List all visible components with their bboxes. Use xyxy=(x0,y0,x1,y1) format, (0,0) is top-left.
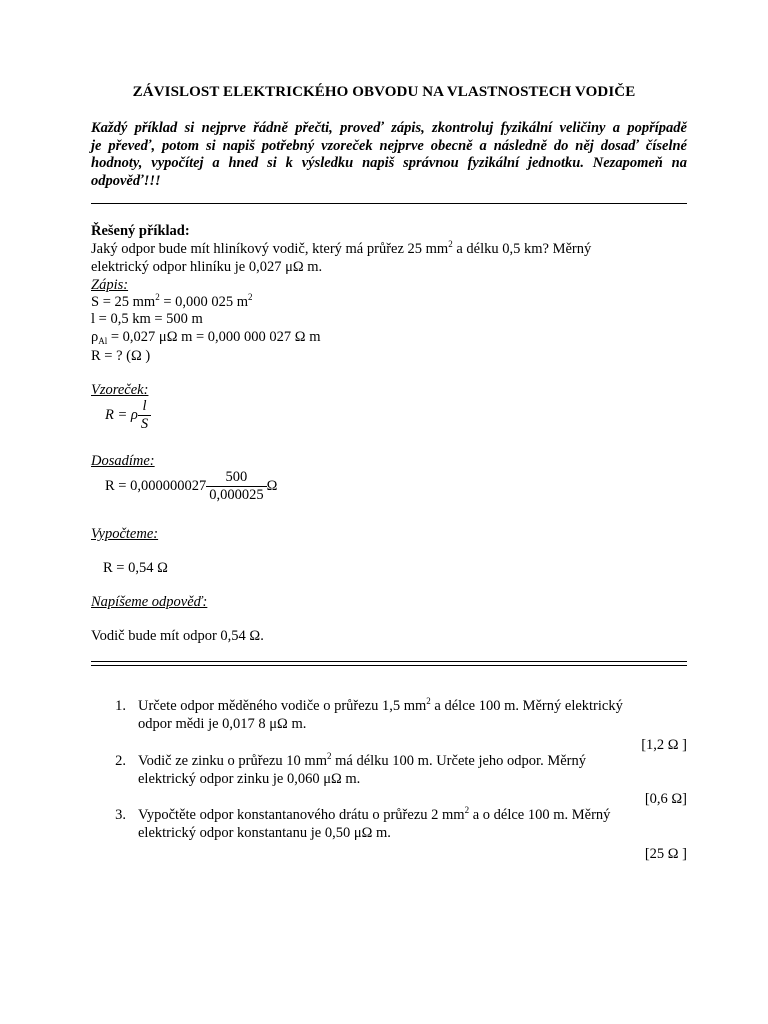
instructions-line: odpověď!!! xyxy=(91,172,161,189)
vypocteme-label: Vypočteme: xyxy=(91,526,159,542)
formula-substituted: R = 0,000000027 $\frac{500}{0,000025}$ Ω xyxy=(105,469,278,503)
exercise-answer: [0,6 Ω] xyxy=(644,791,687,807)
document-title: ZÁVISLOST ELEKTRICKÉHO OBVODU NA VLASTNOSTECH VODIČE xyxy=(132,84,636,100)
exercise-text: Vodič ze zinku o průřezu 10 $mm^2$ má délku 100 m. Určete jeho odpor. Měrný xyxy=(138,751,586,769)
divider xyxy=(91,665,687,666)
result: R = 0,54 Ω xyxy=(103,560,168,576)
answer-sentence: Vodič bude mít odpor 0,54 Ω. xyxy=(91,628,264,644)
zapis-length: l = 0,5 km = 500 m xyxy=(91,311,203,327)
zapis-resistance: R = ? (Ω ) xyxy=(91,348,151,364)
instructions-line: je převeď, potom si napiš potřebný vzoreček nejprve obecně a následně do něj dosaď číselné xyxy=(91,137,687,154)
instructions-line: hodnoty, vypočítej a hned si k výsledku napiš správnou fyzikální jednotku. Nezapomeň na xyxy=(91,155,687,171)
vzorecek-label: Vzoreček: xyxy=(91,382,149,398)
exercise-number: 1. xyxy=(115,698,126,714)
exercise-text: elektrický odpor zinku je 0,060 μΩ m. xyxy=(138,771,361,787)
zapis-area: S = 25 $mm^2 = 0,000$ 025 $m^2$ xyxy=(91,292,253,310)
exercise-text: elektrický odpor konstantanu je 0,50 μΩ m. xyxy=(138,825,391,841)
dosadime-label: Dosadíme: xyxy=(91,453,155,469)
formula-general: R = ρ $\frac{l}{S}$ xyxy=(105,398,151,433)
solved-example-heading: Řešený příklad: xyxy=(91,223,190,239)
zapis-resistivity: $\rho_{Al} = 0,027$ μΩ m = 0,000 000 027 Ω m xyxy=(91,329,321,346)
instructions-line: Každý příklad si nejprve řádně přečti, proveď zápis, zkontroluj fyzikální veličiny a popřípadě xyxy=(91,120,687,136)
instructions-paragraph xyxy=(91,120,687,190)
exercise-answer: [1,2 Ω ] xyxy=(641,737,687,753)
divider xyxy=(91,661,687,662)
solved-problem-line: Jaký odpor bude mít hliníkový vodič, který má průřez 25 $mm^2$ a délku 0,5 km? Měrný xyxy=(91,239,592,257)
fraction: $\frac{l}{S}$ xyxy=(138,398,151,433)
exercise-answer: [25 Ω ] xyxy=(644,846,687,862)
divider xyxy=(91,203,687,204)
zapis-label: Zápis: xyxy=(91,277,129,293)
exercise-text: odpor mědi je 0,017 8 μΩ m. xyxy=(138,716,307,732)
exercise-number: 3. xyxy=(115,807,126,823)
solved-problem-line: elektrický odpor hliníku je 0,027 μΩ m. xyxy=(91,259,323,275)
exercise-text: Vypočtěte odpor konstantanového drátu o průřezu 2 $mm^2$ a o délce 100 m. Měrný xyxy=(138,805,611,823)
exercise-text: Určete odpor měděného vodiče o průřezu 1,5 $mm^2$ a délce 100 m. Měrný elektrický xyxy=(138,696,623,714)
exercise-number: 2. xyxy=(115,753,126,769)
formula-lhs: R = 0,000000027 xyxy=(105,477,207,494)
fraction: $\frac{500}{0,000025}$ xyxy=(206,469,266,504)
odpoved-label: Napíšeme odpověď: xyxy=(91,594,208,610)
